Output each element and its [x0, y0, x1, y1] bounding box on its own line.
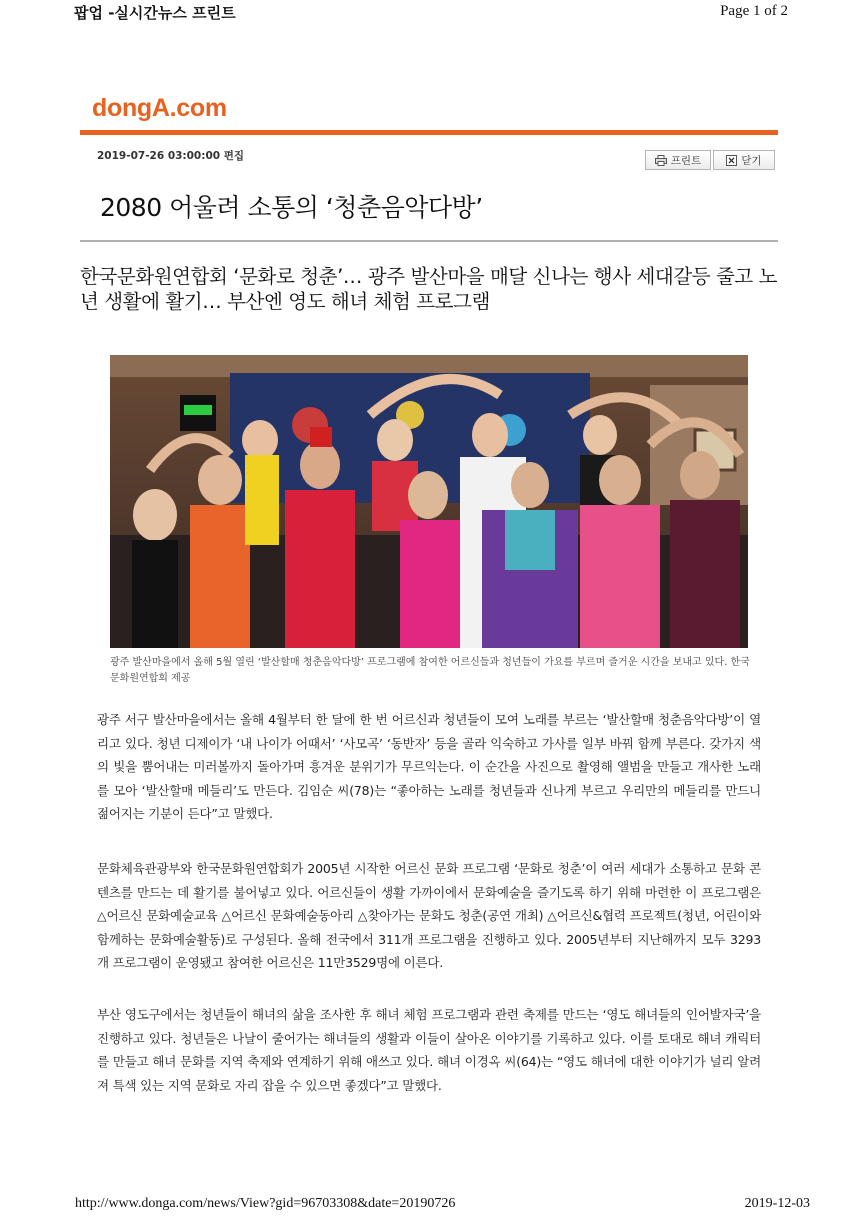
print-window-title: 팝업 -실시간뉴스 프린트	[74, 4, 236, 22]
print-button[interactable]	[645, 150, 711, 170]
logo-divider	[80, 130, 778, 135]
page-number: Page 1 of 2	[720, 3, 788, 19]
article-title: 2080 어울려 소통의 ‘청춘음악다방’	[100, 193, 483, 222]
article-paragraph: 광주 서구 발산마을에서는 올해 4월부터 한 달에 한 번 어르신과 청년들이 모여 노래를 부르는 ‘발산할매 청춘음악다방’이 열리고 있다. 청년 디제이가 ‘내 나이가 어때서’ ‘사모곡’ ‘동반자’ 등을 골라 익숙하고 가사를 일부 바꿔 함께 부른다. 갖가지 색의 빛을 뿜어내는 미러볼까지 돌아가며 흥겨운 분위기가 무르익는다. 이 순간을 사진으로 촬영해 앨범을 만들고 개사한 노래를 모아 ‘발산할매 메들리’도 만든다. 김임순 씨(78)는 “좋아하는 노래를 청년들과 신나게 부르고 우리만의 메들리를 만드니 젊어지는 기분이 든다”고 말했다.	[97, 712, 761, 821]
print-footer-url: http://www.donga.com/news/View?gid=96703308&date=20190726	[75, 1196, 456, 1211]
article-photo	[110, 355, 748, 648]
printer-icon	[655, 155, 667, 166]
article-subtitle: 한국문화원연합회 ‘문화로 청춘’… 광주 발산마을 매달 신나는 행사 세대갈등 줄고 노년 생활에 활기… 부산엔 영도 해녀 체험 프로그램	[80, 265, 778, 313]
article-paragraph: 부산 영도구에서는 청년들이 해녀의 삶을 조사한 후 해녀 체험 프로그램과 관련 축제를 만드는 ‘영도 해녀들의 인어발자국’을 진행하고 있다. 청년들은 나날이 줄어가는 해녀들의 생활과 이들이 살아온 이야기를 기록하고 있다. 이를 토대로 해녀 캐릭터를 만들고 해녀 문화를 지역 축제와 연계하기 위해 애쓰고 있다. 해녀 이경옥 씨(64)는 “영도 해녀에 대한 이야기가 널리 알려져 특색 있는 지역 문화로 자리 잡을 수 있으면 좋겠다”고 말했다.	[97, 1007, 761, 1093]
print-button-label: 프린트	[670, 154, 702, 167]
article-datetime: 2019-07-26 03:00:00 편집	[97, 150, 244, 162]
title-divider	[80, 240, 778, 242]
close-button[interactable]	[713, 150, 775, 170]
close-box-icon	[726, 155, 737, 166]
article-paragraph: 문화체육관광부와 한국문화원연합회가 2005년 시작한 어르신 문화 프로그램 ‘문화로 청춘’이 여러 세대가 소통하고 문화 콘텐츠를 만드는 데 활기를 불어넣고 있다. 어르신들이 생활 가까이에서 문화예술을 즐기도록 하기 위해 마련한 이 프로그램은 △어르신 문화예술교육 △어르신 문화예술동아리 △찾아가는 문화도 청춘(공연 개최) △어르신&협력 프로젝트(청년, 어린이와 함께하는 문화예술활동)로 구성된다. 올해 전국에서 311개 프로그램을 진행하고 있다. 2005년부터 지난해까지 모두 3293개 프로그램이 운영됐고 참여한 어르신은 11만3529명에 이른다.	[97, 861, 761, 970]
print-footer-date: 2019-12-03	[744, 1196, 810, 1211]
site-logo[interactable]: dongA.com	[92, 94, 227, 122]
photo-caption: 광주 발산마을에서 올해 5월 열린 ‘발산할매 청춘음악다방’ 프로그램에 참여한 어르신들과 청년들이 가요를 부르며 즐거운 시간을 보내고 있다. 한국문화원연합회 제공	[110, 657, 750, 684]
close-button-label: 닫기	[741, 154, 762, 167]
